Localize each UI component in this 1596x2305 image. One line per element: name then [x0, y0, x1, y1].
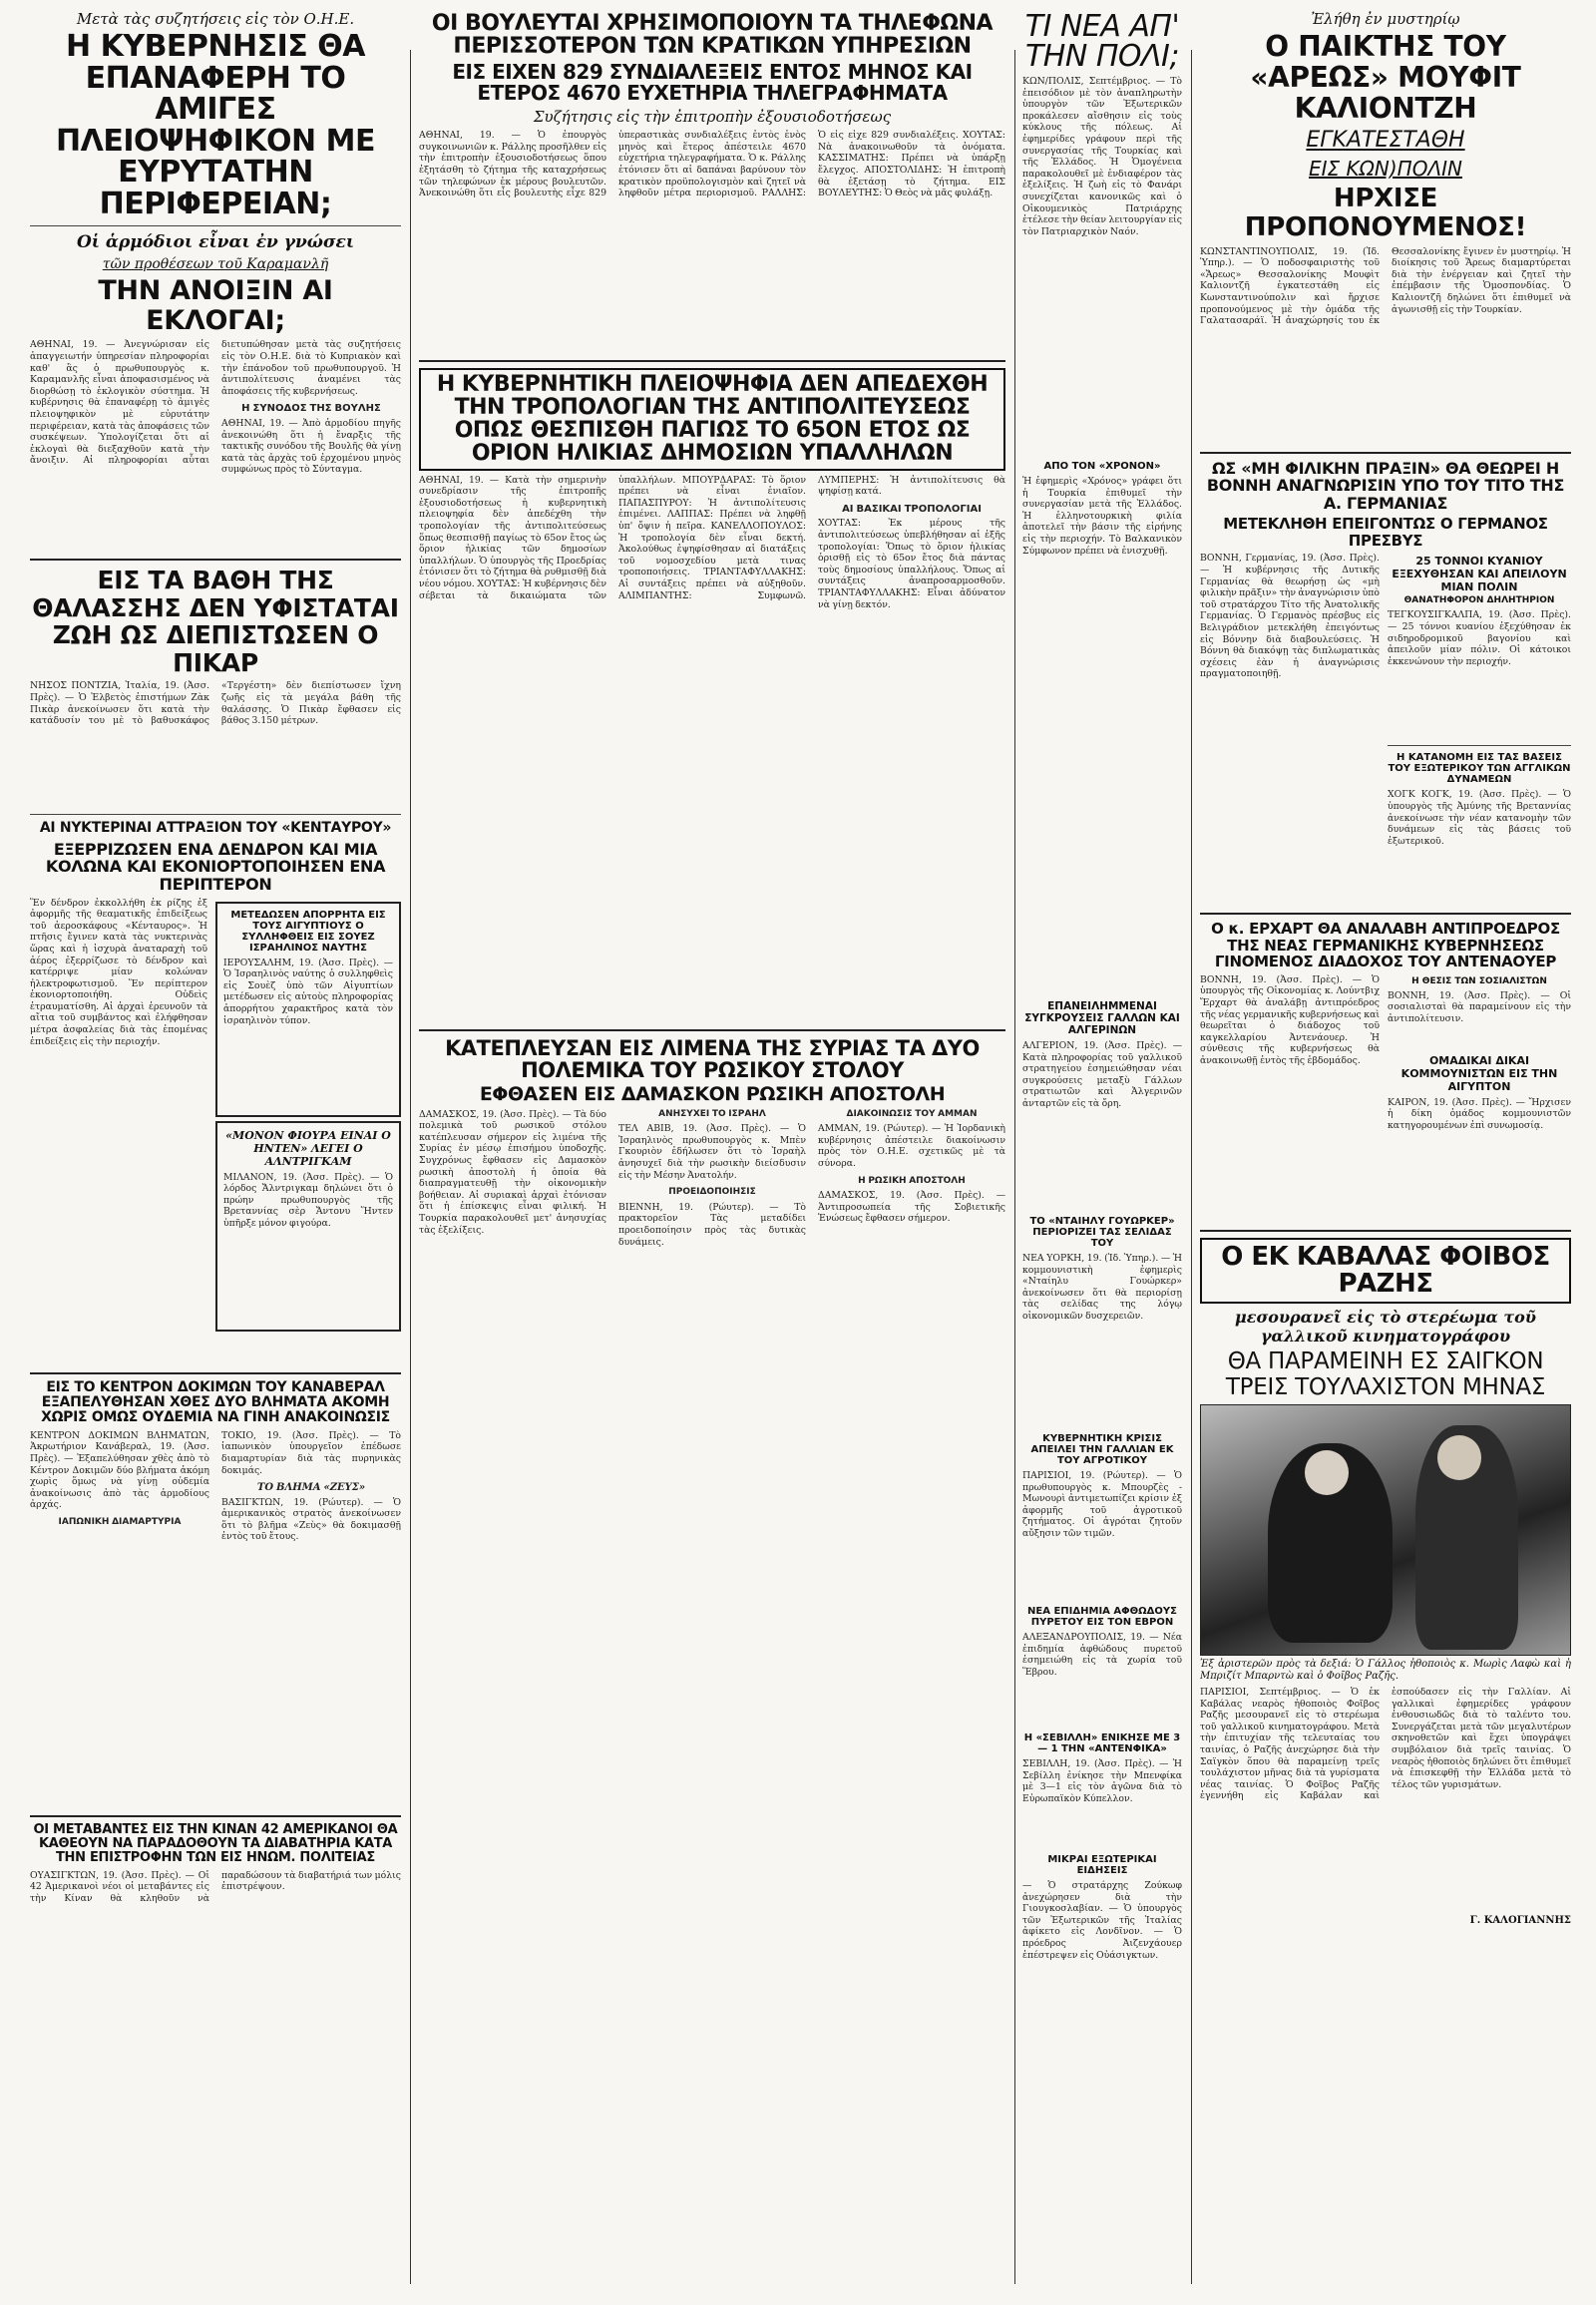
divider [30, 1815, 401, 1817]
col3-body3: ΝΕΑ ΥΟΡΚΗ, 19. (Ἰδ. Ὑπηρ.). — Ἡ κομμουνιστικὴ ἐφημερὶς «Νταίηλυ Γουώρκερ» ἀνεκοίνωσεν ὅτι θὰ περιορίσῃ τὰς σελίδας της λόγῳ οἰκονομικῶν δυσχερειῶν. [1022, 1253, 1182, 1322]
col1-headline6: ΕΙΣ ΤΟ ΚΕΝΤΡΟΝ ΔΟΚΙΜΩΝ ΤΟΥ ΚΑΝΑΒΕΡΑΛ ΕΞΑΠΕΛΥΘΗΣΑΝ ΧΘΕΣ ΔΥΟ ΒΛΗΜΑΤΑ ΑΚΟΜΗ ΧΩΡΙΣ ΟΜΩΣ ΟΥΔΕΜΙΑ ΝΑ ΓΙΝΗ ΑΝΑΚΟΙΝΩΣΙΣ [41, 1378, 390, 1426]
divider [30, 814, 401, 815]
col1-body6: ΚΕΝΤΡΟΝ ΔΟΚΙΜΩΝ ΒΛΗΜΑΤΩΝ, Ἀκρωτήριον Κανάβεραλ, 19. (Ἀσσ. Πρὲς). — Ἐξαπελύθησαν χθὲς ἀπὸ τὸ Κέντρον Δοκιμῶν δύο βλήματα ἀκόμη χωρὶς ὅμως νὰ γίνῃ οὐδεμία ἀνακοίνωσις ἀπὸ τὰς ἁρμοδίους ἀρχάς. [30, 1429, 209, 1511]
col1-headline3: ΕΙΣ ΤΑ ΒΑΘΗ ΤΗΣ ΘΑΛΑΣΣΗΣ ΔΕΝ ΥΦΙΣΤΑΤΑΙ ΖΩΗ ΩΣ ΔΙΕΠΙΣΤΩΣΕΝ Ο ΠΙΚΑΡ [32, 566, 399, 677]
col1-small-head7: ΤΟ ΒΛΗΜΑ «ΖΕΥΣ» [256, 1482, 366, 1494]
photo-caption: Ἐξ ἀριστερῶν πρὸς τὰ δεξιά: Ὁ Γάλλος ἠθοποιὸς κ. Μωρὶς Λαφὼ καὶ ἡ Μπριζίτ Μπαρντὼ καὶ ὁ Φοῖβος Ραζῆς. [1200, 1659, 1571, 1683]
col3-body5: ΑΛΕΞΑΝΔΡΟΥΠΟΛΙΣ, 19. — Νέα ἐπιδημία ἀφθώδους πυρετοῦ ἐσημειώθη εἰς τὰ χωρία τοῦ Ἕβρου. [1022, 1632, 1182, 1678]
col1-box-body1: ΙΕΡΟΥΣΑΛΗΜ, 19. (Ἀσσ. Πρὲς). — Ὁ Ἰσραηλινὸς ναύτης ὁ συλληφθεὶς εἰς Σουὲζ ὑπὸ τῶν Αἰγυπτίων μετέδωσεν εἰς αὐτοὺς πληροφορίας ἀπορρήτου χαρακτῆρος κατὰ τὸν ἰσραηλινὸν τύπον. [223, 957, 393, 1026]
col1-box2 [215, 1121, 401, 1332]
col4-body3: ΒΟΝΝΗ, 19. (Ἀσσ. Πρὲς). — Ὁ ὑπουργὸς τῆς Οἰκονομίας κ. Λούντβιχ Ἔρχαρτ θὰ ἀναλάβῃ ἀντιπρόεδρος τῆς νέας γερμανικῆς κυβερνήσεως καὶ θεωρεῖται ὁ διάδοχος τοῦ καγκελλαρίου Ἀντενάουερ. Ἡ σύνθεσις τῆς κυβερνήσεως θὰ ἀνακοινωθῇ ἐντὸς τῆς ἑβδομάδος. [1200, 973, 1380, 1067]
col2-small-head2: ΑΙ ΒΑΣΙΚΑΙ ΤΡΟΠΟΛΟΓΙΑΙ [842, 503, 982, 515]
col4-article2 [1200, 553, 1571, 907]
col4-sub1: ΕΓΚΑΤΕΣΤΑΘΗ [1306, 128, 1465, 154]
column-1 [30, 10, 401, 2024]
divider [419, 360, 1005, 362]
col4-headline: Ο ΠΑΙΚΤΗΣ ΤΟΥ «ΑΡΕΩΣ» ΜΟΥΦΙΤ ΚΑΛΙΟΝΤΖΗ [1250, 30, 1521, 125]
col3-body7: — Ὁ στρατάρχης Ζούκωφ ἀνεχώρησεν διὰ τὴν Γιουγκοσλαβίαν. — Ὁ ὑπουργὸς τῶν Ἐξωτερικῶν τῆς Ἰταλίας ἀφίκετο εἰς Λονδῖνον. — Ὁ πρόεδρος Ἀιζενχάουερ ἐπέστρεψεν εἰς Οὐάσιγκτων. [1022, 1880, 1182, 1961]
divider [1200, 452, 1571, 454]
col4-headline2b: ΜΕΤΕΚΛΗΘΗ ΕΠΕΙΓΟΝΤΩΣ Ο ΓΕΡΜΑΝΟΣ ΠΡΕΣΒΥΣ [1223, 515, 1548, 550]
col3-body1b: Ἡ ἐφημερὶς «Χρόνος» γράφει ὅτι ἡ Τουρκία ἐπιθυμεῖ τὴν συνεργασίαν μετὰ τῆς Ἑλλάδος. Ἡ ἑλληνοτουρκικὴ φιλία ἀποτελεῖ τὴν βάσιν τῆς εἰρήνης εἰς τὴν περιοχήν. Τὸ Βαλκανικὸν Σύμφωνον πρέπει νὰ ἐνισχυθῇ. [1022, 476, 1182, 557]
col2-body5: ΑΜΜΑΝ, 19. (Ρώυτερ). — Ἡ Ἰορδανικὴ κυβέρνησις ἀπέστειλε διακοίνωσιν πρὸς τὸν Ο.Η.Ε. σχετικῶς μὲ τὰ σύνορα. [818, 1123, 1005, 1169]
col2-body3: ΔΑΜΑΣΚΟΣ, 19. (Ἀσσ. Πρὲς). — Τὰ δύο πολεμικὰ τοῦ ρωσικοῦ στόλου κατέπλευσαν σήμερον εἰς λιμένα τῆς Συρίας ἐν μέσῳ ἐπισήμου ὑποδοχῆς. Συγχρόνως ἔφθασεν εἰς Δαμασκὸν ρωσικὴ ἀποστολὴ ἡ ὁποία θὰ διαπραγματευθῇ τὴν οἰκονομικὴν βοήθειαν. Αἱ συριακαὶ ἀρχαὶ ἐτόνισαν ὅτι ἡ ἐπίσκεψις εἶναι φιλική. Ἡ Τουρκία παρακολουθεῖ μετ' ἀνησυχίας τὰς ἐξελίξεις. [419, 1108, 606, 1236]
divider [1388, 745, 1571, 746]
col4-box-body2: ΧΟΓΚ ΚΟΓΚ, 19. (Ἀσσ. Πρὲς). — Ὁ ὑπουργὸς τῆς Ἀμύνης τῆς Βρεταννίας ἀνεκοίνωσε τὴν νέαν κατανομὴν τῶν δυνάμεων εἰς τὰς βάσεις τοῦ ἐξωτερικοῦ. [1388, 789, 1571, 847]
col1-article1 [30, 339, 401, 553]
col1-headline4: ΑΙ ΝΥΚΤΕΡΙΝΑΙ ΑΤΤΡΑΞΙΟΝ ΤΟΥ «ΚΕΝΤΑΥΡΟΥ» [39, 820, 392, 837]
col4-box-body3: ΚΑΙΡΟΝ, 19. (Ἀσσ. Πρὲς). — Ἤρχισεν ἡ δίκη ὁμάδος κομμουνιστῶν κατηγορουμένων ἐπὶ συνωμοσίᾳ. [1388, 1096, 1571, 1132]
col3-body4: ΠΑΡΙΣΙΟΙ, 19. (Ρώυτερ). — Ὁ πρωθυπουργὸς κ. Μπουρζὲς - Μωνουρὶ ἀντιμετωπίζει κρίσιν ἐξ ἀφορμῆς τοῦ ἀγροτικοῦ ζητήματος. Οἱ ἀγρόται ζητοῦν αὔξησιν τῶν τιμῶν. [1022, 1470, 1182, 1539]
col1-small-head1: Η ΣΥΝΟΔΟΣ ΤΗΣ ΒΟΥΛΗΣ [241, 403, 381, 415]
newspaper-page [30, 10, 1571, 2294]
col2-body2b: ΧΟΥΤΑΣ: Ἐκ μέρους τῆς ἀντιπολιτεύσεως ὑπεβλήθησαν αἱ ἑξῆς τροπολογίαι: Ὅπως τὸ ὅριον ἡλικίας ὁρισθῇ εἰς τὸ 65ον ἔτος διὰ πάντας τοὺς δημοσίους ὑπαλλήλους. Ὅπως αἱ συντάξεις ἀναπροσαρμοσθοῦν. ΤΡΙΑΝΤΑΦΥΛΛΑΚΗΣ: Εἶναι ἀδύνατον νὰ γίνῃ δεκτόν. [818, 518, 1005, 610]
divider [30, 559, 401, 561]
col2-sub: Συζήτησις εἰς τὴν ἐπιτροπὴν ἐξουσιοδοτήσεως [533, 108, 892, 127]
col1-sub2: τῶν προθέσεων τοῦ Καραμανλῆ [102, 256, 329, 272]
col4-headline-b: ΗΡΧΙΣΕ ΠΡΟΠΟΝΟΥΜΕΝΟΣ! [1244, 184, 1527, 242]
col4-sub2: ΕΙΣ ΚΩΝ)ΠΟΛΙΝ [1308, 157, 1462, 182]
col4-byline: Γ. ΚΑΛΟΓΙΑΝΝΗΣ [1469, 1915, 1571, 1927]
col4-box-head1: 25 ΤΟΝΝΟΙ ΚΥΑΝΙΟΥ ΕΞΕΧΥΘΗΣΑΝ ΚΑΙ ΑΠΕΙΛΟΥΝ ΜΙΑΝ ΠΟΛΙΝ [1392, 555, 1567, 594]
col3-small-head6: Η «ΣΕΒΙΛΛΗ» ΕΝΙΚΗΣΕ ΜΕ 3 — 1 ΤΗΝ «ΑΝΤΕΝΦΙΚΑ» [1023, 1732, 1181, 1754]
photo-face-right [1437, 1435, 1481, 1480]
column-rule [410, 50, 411, 2284]
col1-box-head2: «ΜΟΝΟΝ ΦΙΟΥΡΑ ΕΙΝΑΙ Ο ΗΝΤΕΝ» ΛΕΓΕΙ Ο ΑΛΝΤΡΙΓΚΑΜ [225, 1128, 391, 1168]
col4-article3 [1200, 974, 1571, 1224]
col2-headline3b: ΕΦΘΑΣΕΝ ΕΙΣ ΔΑΜΑΣΚΟΝ ΡΩΣΙΚΗ ΑΠΟΣΤΟΛΗ [479, 1082, 946, 1105]
col4-body1: ΚΩΝΣΤΑΝΤΙΝΟΥΠΟΛΙΣ, 19. (Ἰδ. Ὑπηρ.). — Ὁ ποδοσφαιριστὴς τοῦ «Ἄρεως» Θεσσαλονίκης Μουφὶτ Καλιοντζῆ ἐγκατεστάθη εἰς Κωνσταντινούπολιν καὶ ἤρχισε προπονούμενος μὲ τὴν ὁμάδα τῆς Γαλατασαράϊ. Ἡ ἀναχώρησίς του ἐκ Θεσσαλονίκης ἔγινεν ἐν μυστηρίῳ. Ἡ διοίκησις τοῦ Ἄρεως διαμαρτύρεται διὰ τὴν ἐνέργειαν καὶ ζητεῖ τὴν ἐπέμβασιν τῆς Ὁμοσπονδίας. Ὁ Καλιοντζῆ δηλώνει ὅτι ἐπιθυμεῖ νὰ ἀγωνισθῇ εἰς τὴν Τουρκίαν. [1200, 245, 1571, 327]
col4-box-head3: ΟΜΑΔΙΚΑΙ ΔΙΚΑΙ ΚΟΜΜΟΥΝΙΣΤΩΝ ΕΙΣ ΤΗΝ ΑΙΓΥΠΤΟΝ [1400, 1053, 1558, 1093]
col2-small-head5: ΔΙΑΚΟΙΝΩΣΙΣ ΤΟΥ ΑΜΜΑΝ [846, 1108, 978, 1119]
col4-headline2: ΩΣ «ΜΗ ΦΙΛΙΚΗΝ ΠΡΑΞΙΝ» ΘΑ ΘΕΩΡΕΙ Η ΒΟΝΝΗ ΑΝΑΓΝΩΡΙΣΙΝ ΥΠΟ ΤΟΥ ΤΙΤΟ ΤΗΣ Α. ΓΕΡΜΑΝΙΑΣ [1206, 458, 1565, 513]
col1-sub1: Οἱ ἁρμόδιοι εἶναι ἐν γνώσει [76, 232, 355, 252]
col1-body1b: ΑΘΗΝΑΙ, 19. — Ἀπὸ ἁρμοδίου πηγῆς ἀνεκοινώθη ὅτι ἡ ἔναρξις τῆς τακτικῆς συνόδου τῆς Βουλῆς θὰ γίνῃ κατὰ τὰς ἀρχὰς τοῦ ἐρχομένου μηνὸς συμφώνως πρὸς τὸ Σύνταγμα. [221, 417, 401, 476]
col2-body2: ΑΘΗΝΑΙ, 19. — Κατὰ τὴν σημερινὴν συνεδρίασιν τῆς ἐπιτροπῆς ἐξουσιοδοτήσεως ἡ κυβερνητικὴ πλειοψηφία δὲν ἀπεδέχθη τὴν τροπολογίαν τῆς ἀντιπολιτεύσεως ὅπως θεσπισθῇ παγίως τὸ 65ον ἔτος ὡς ὅριον ἡλικίας τῶν δημοσίων ὑπαλλήλων. Ὁ ὑπουργὸς τῆς Προεδρίας ἐτόνισεν ὅτι τὸ ζήτημα θὰ ρυθμισθῇ διὰ νέου νόμου. ΧΟΥΤΑΣ: Ἡ κυβέρνησις δὲν σέβεται τὰ δικαιώματα τῶν ὑπαλλήλων. ΜΠΟΥΡΔΑΡΑΣ: Τὸ ὅριον πρέπει νὰ εἶναι ἑνιαῖον. ΠΑΠΑΣΠΥΡΟΥ: Ἡ ἀντιπολίτευσις ἐπιμένει. ΛΑΠΠΑΣ: Πρέπει νὰ ληφθῇ ὑπ' ὄψιν ἡ πεῖρα. ΚΑΝΕΛΛΟΠΟΥΛΟΣ: Ἡ τροπολογία δὲν εἶναι δεκτή. Ἀκολούθως ἐψηφίσθησαν αἱ διατάξεις τοῦ νομοσχεδίου μετὰ τινας τροποποιήσεις. ΤΡΙΑΝΤΑΦΥΛΛΑΚΗΣ: Αἱ συντάξεις πρέπει νὰ αὐξηθοῦν. ΑΛΙΜΠΑΝΤΗΣ: Συμφωνῶ. ΛΥΜΠΕΡΗΣ: Ἡ ἀντιπολίτευσις θὰ ψηφίσῃ κατά. [419, 474, 1005, 601]
col1-body7: ΒΑΣΙΓΚΤΩΝ, 19. (Ρώυτερ). — Ὁ ἀμερικανικὸς στρατὸς ἀνεκοίνωσεν ὅτι τὸ βλῆμα «Ζεὺς» θὰ δοκιμασθῇ ἐντὸς τοῦ ἔτους. [221, 1496, 401, 1543]
col2-body6: ΔΑΜΑΣΚΟΣ, 19. (Ἀσσ. Πρὲς). — Ἀντιπροσωπεία τῆς Σοβιετικῆς Ἑνώσεως ἔφθασεν σήμερον. [818, 1190, 1005, 1225]
col4-kicker: Ἐλήθη ἐν μυστηρίῳ [1311, 10, 1460, 28]
col4-sub4: μεσουρανεῖ εἰς τὸ στερέωμα τοῦ γαλλικοῦ κινηματογράφου [1235, 1308, 1536, 1346]
col2-headline: ΟΙ ΒΟΥΛΕΥΤΑΙ ΧΡΗΣΙΜΟΠΟΙΟΥΝ ΤΑ ΤΗΛΕΦΩΝΑ ΠΕΡΙΣΣΟΤΕΡΟΝ ΤΩΝ ΚΡΑΤΙΚΩΝ ΥΠΗΡΕΣΙΩΝ [431, 11, 994, 60]
divider [1200, 913, 1571, 915]
column-2 [419, 10, 1005, 1901]
col2-article2 [419, 475, 1005, 1023]
col3-small-head5: ΝΕΑ ΕΠΙΔΗΜΙΑ ΑΦΘΩΔΟΥΣ ΠΥΡΕΤΟΥ ΕΙΣ ΤΟΝ ΕΒΡΟΝ [1027, 1606, 1177, 1628]
col1-small-head6: ΙΑΠΩΝΙΚΗ ΔΙΑΜΑΡΤΥΡΙΑ [58, 1516, 182, 1527]
col4-box-sub1: ΘΑΝΑΤΗΦΟΡΟΝ ΔΗΛΗΤΗΡΙΟΝ [1403, 595, 1555, 606]
col1-article5 [30, 898, 401, 1366]
col2-body3b: ΤΕΛ ΑΒΙΒ, 19. (Ἀσσ. Πρὲς). — Ὁ Ἰσραηλινὸς πρωθυπουργὸς κ. Μπὲν Γκουριὸν ἐδήλωσεν ὅτι τὸ Ἰσραὴλ ἀνησυχεῖ διὰ τὴν ρωσικὴν διείσδυσιν εἰς τὴν Μέσην Ἀνατολήν. [618, 1123, 806, 1181]
col1-headline5: ΕΞΕΡΡΙΖΩΣΕΝ ΕΝΑ ΔΕΝΔΡΟΝ ΚΑΙ ΜΙΑ ΚΟΛΩΝΑ ΚΑΙ ΕΚΟΝΙΟΡΤΟΠΟΙΗΣΕΝ ΕΝΑ ΠΕΡΙΠΤΕΡΟΝ [45, 839, 386, 894]
col4-body4: ΠΑΡΙΣΙΟΙ, Σεπτέμβριος. — Ὁ ἐκ Καβάλας νεαρὸς ἠθοποιὸς Φοῖβος Ραζῆς μεσουρανεῖ εἰς τὸ στερέωμα τοῦ γαλλικοῦ κινηματογράφου. Μετὰ τὴν ἐπιτυχίαν τῆς τελευταίας του ταινίας, ὁ Ραζῆς ἀνεχώρησε διὰ τὴν Σαϊγκὸν ὅπου θὰ παραμείνῃ τρεῖς τουλάχιστον μῆνας διὰ τὰ γυρίσματα νέας ταινίας. Ὁ Φοῖβος Ραζῆς ἐγεννήθη εἰς Καβάλαν καὶ ἐσπούδασεν εἰς τὴν Γαλλίαν. Αἱ γαλλικαὶ ἐφημερίδες γράφουν ἐνθουσιωδῶς διὰ τὸ ταλέντο του. Συνεργάζεται μετὰ τῶν μεγαλυτέρων σκηνοθετῶν καὶ ἔχει ὑπογράψει συμβόλαιον διὰ τρεῖς ταινίας. Ὁ νεαρὸς ἠθοποιὸς δηλώνει ὅτι ἐπιθυμεῖ νὰ ἐπισκεφθῇ τὴν Ἑλλάδα μετὰ τὸ τέλος τῶν γυρισμάτων. [1200, 1687, 1571, 1802]
col3-headline: ΤΙ ΝΕΑ ΑΠ' ΤΗΝ ΠΟΛΙ; [1024, 9, 1180, 74]
col2-body1: ΑΘΗΝΑΙ, 19. — Ὁ ἐπουργὸς συγκοινωνιῶν κ. Ράλλης προσῆλθεν εἰς τὴν ἐπιτροπὴν ἐξουσιοδοτήσεως ὅπου ἐξητάσθη τὸ ζήτημα τῆς καταχρήσεως τῶν τηλεφώνων ἐκ μέρους βουλευτῶν. Ἀνεκοινώθη ὅτι εἷς βουλευτὴς εἶχε 829 ὑπεραστικὰς συνδιαλέξεις ἐντὸς ἑνὸς μηνὸς καὶ ἕτερος ἀπέστειλε 4670 εὐχετήρια τηλεγραφήματα. Ὁ κ. Ράλλης ἐτόνισεν ὅτι αἱ δαπάναι βαρύνουν τὸν κρατικὸν προϋπολογισμὸν καὶ ζητεῖ νὰ ληφθοῦν μέτρα περιορισμοῦ. ΡΑΛΛΗΣ: Ὁ εἷς εἶχε 829 συνδιαλέξεις. ΧΟΥΤΑΣ: Νὰ ἀνακοινωθοῦν τὰ ὀνόματα. ΚΑΣΣΙΜΑΤΗΣ: Πρέπει νὰ ὑπάρξῃ ἔλεγχος. ΑΠΟΣΤΟΛΙΔΗΣ: Ἡ ἐπιτροπὴ θὰ ἐξετάσῃ τὸ ζήτημα. ΕΙΣ ΒΟΥΛΕΥΤΗΣ: Ὁ Θεὸς νὰ μᾶς φυλάξῃ. [419, 130, 1005, 199]
col1-body3: ΝΗΣΟΣ ΠΟΝΤΖΙΑ, Ἰταλία, 19. (Ἀσσ. Πρὲς). — Ὁ Ἐλβετὸς ἐπιστήμων Ζὰκ Πικὰρ ἀνεκοίνωσεν ὅτι κατὰ τὴν κατάδυσίν του μὲ τὸ βαθυσκάφος «Τεργέστη» δὲν διεπίστωσεν ἴχνη ζωῆς εἰς τὰ μεγάλα βάθη τῆς θαλάσσης. Ὁ Πικὰρ ἔφθασεν εἰς βάθος 3.150 μέτρων. [30, 680, 401, 727]
col2-small-head6: Η ΡΩΣΙΚΗ ΑΠΟΣΤΟΛΗ [858, 1175, 966, 1186]
photo-face-left [1305, 1450, 1349, 1495]
col3-small-head7: ΜΙΚΡΑΙ ΕΞΩΤΕΡΙΚΑΙ ΕΙΔΗΣΕΙΣ [1047, 1854, 1157, 1876]
col1-body1: ΑΘΗΝΑΙ, 19. — Ἀνεγνώρισαν εἰς ἁπαγγειωτήν ὑπηρεσίαν πληροφορίαι καθ' ἃς ὁ πρωθυπουργὸς κ. Καραμανλῆς εἶναι ἀποφασισμένος νὰ διορθώσῃ τὸ ἐκλογικὸν σύστημα. Ἡ κυβέρνησις θὰ ἐπαναφέρῃ τὸ ἀμιγὲς πλειοψηφικὸν μὲ εὐρυτάτην περιφέρειαν, κατὰ τὰς ἀποφάσεις τῶν συσκέψεων. Ὑπολογίζεται ὅτι αἱ ἐκλογαὶ θὰ διεξαχθοῦν κατὰ τὴν ἄνοιξιν. Αἱ πληροφορίαι αὗται διετυπώθησαν μετὰ τὰς συζητήσεις εἰς τὸν Ο.Η.Ε. διὰ τὸ Κυπριακὸν καὶ τὴν ἐπάνοδον τοῦ πρωθυπουργοῦ. Ἡ ἀντιπολίτευσις ἀναμένει τὰς ἀποφάσεις τῆς κυβερνήσεως. [30, 339, 401, 467]
col1-boxes [215, 898, 401, 1366]
col4-box-head2: Η ΚΑΤΑΝΟΜΗ ΕΙΣ ΤΑΣ ΒΑΣΕΙΣ ΤΟΥ ΕΞΩΤΕΡΙΚΟΥ ΤΩΝ ΑΓΓΛΙΚΩΝ ΔΥΝΑΜΕΩΝ [1388, 752, 1571, 786]
col4-article3-side [1388, 974, 1571, 1224]
col2-headline2: Η ΚΥΒΕΡΝΗΤΙΚΗ ΠΛΕΙΟΨΗΦΙΑ ΔΕΝ ΑΠΕΔΕΧΘΗ ΤΗΝ ΤΡΟΠΟΛΟΓΙΑΝ ΤΗΣ ΑΝΤΙΠΟΛΙΤΕΥΣΕΩΣ ΟΠΩΣ ΘΕΣΠΙΣΘΗ ΠΑΓΙΩΣ ΤΟ 65ΟΝ ΕΤΟΣ ΩΣ ΟΡΙΟΝ ΗΛΙΚΙΑΣ ΔΗΜΟΣΙΩΝ ΥΠΑΛΛΗΛΩΝ [419, 368, 1005, 470]
col3-small-head1: ΑΠΟ ΤΟΝ «ΧΡΟΝΟΝ» [1043, 461, 1161, 472]
col4-side-boxes [1388, 553, 1571, 907]
col2-small-head3: ΑΝΗΣΥΧΕΙ ΤΟ ΙΣΡΑΗΛ [658, 1108, 766, 1119]
divider [30, 225, 401, 226]
col1-body5: Ἕν δένδρον ἐκκολλήθη ἐκ ρίζης ἐξ ἀφορμῆς τῆς θεαματικῆς ἐπιδείξεως τοῦ ἀεροσκάφους «Κένταυρος». Ἡ πτῆσις ἔγινεν κατὰ τὰς νυκτερινὰς ὥρας καὶ ἡ ἰσχυρὰ ἀναταραχὴ τοῦ ἀέρος ἐξερρίζωσε τὸ δένδρον καὶ κατέρριψε μίαν κολώναν ἠλεκτροφωτισμοῦ. Ἕν περίπτερον ἐκονιορτοποιήθη. Οὐδεὶς ἐτραυματίσθη. Αἱ ἀρχαὶ ἐρευνοῦν τὰ αἴτια τοῦ συμβάντος καὶ ἐλήφθησαν μέτρα ἀσφαλείας διὰ τὰς ἑπομένας ἐπιδείξεις εἰς τὴν περιοχήν. [30, 897, 207, 1047]
col4-box-body1: ΤΕΓΚΟΥΣΙΓΚΑΛΠΑ, 19. (Ἀσσ. Πρὲς). — 25 τόννοι κυανίου ἐξεχύθησαν ἐκ σιδηροδρομικοῦ βαγονίου καὶ ἀπειλοῦν μίαν πόλιν. Οἱ κάτοικοι ἐκκενώνουν τὴν περιοχήν. [1388, 609, 1571, 667]
col4-body2: ΒΟΝΝΗ, Γερμανίας, 19. (Ἀσσ. Πρὲς). — Ἡ κυβέρνησις τῆς Δυτικῆς Γερμανίας θὰ θεωρήσῃ ὡς «μὴ φιλικὴν πρᾶξιν» τὴν ἀναγνώρισιν ὑπὸ τοῦ στρατάρχου Τίτο τῆς Ἀνατολικῆς Γερμανίας. Ὁ Γερμανὸς πρέσβυς εἰς Βελιγράδιον μετεκλήθη ἐπειγόντως εἰς Βόννην διὰ διαβουλεύσεις. Ἡ Βόννη θὰ διακόψῃ τὰς διπλωματικὰς σχέσεις ἐὰν ἡ ἀναγνώρισις πραγματοποιηθῇ. [1200, 553, 1380, 680]
col1-body8: ΟΥΑΣΙΓΚΤΩΝ, 19. (Ἀσσ. Πρὲς). — Οἱ 42 Ἀμερικανοὶ νέοι οἱ μεταβάντες εἰς τὴν Κίναν θὰ κληθοῦν νὰ παραδώσουν τὰ διαβατήριά των μόλις ἐπιστρέψουν. [30, 1869, 401, 1904]
col4-headline4: Ο ΕΚ ΚΑΒΑΛΑΣ ΦΟΙΒΟΣ ΡΑΖΗΣ [1200, 1238, 1571, 1305]
col3-body1: ΚΩΝ/ΠΟΛΙΣ, Σεπτέμβριος. — Τὸ ἐπεισόδιον μὲ τὸν ἀναπληρωτὴν ὑπουργὸν τῶν Ἐξωτερικῶν προκάλεσεν αἴσθησιν εἰς τοὺς κύκλους τῆς πόλεως. Αἱ ἐφημερίδες γράφουν περὶ τῆς συνεργασίας τῆς Τουρκίας καὶ τῆς Ἑλλάδος. Ἡ Ὁμογένεια παρακολουθεῖ μὲ ἐνδιαφέρον τὰς ἐξελίξεις. Ἡ ζωὴ εἰς τὸ Φανάρι συνεχίζεται κανονικῶς καὶ ὁ Οἰκουμενικὸς Πατριάρχης ἐτέλεσε τὴν θείαν λειτουργίαν εἰς τὸν Πατριαρχικὸν Ναόν. [1022, 76, 1182, 237]
col3-small-head2: ΕΠΑΝΕΙΛΗΜΜΕΝΑΙ ΣΥΓΚΡΟΥΣΕΙΣ ΓΑΛΛΩΝ ΚΑΙ ΑΛΓΕΡΙΝΩΝ [1024, 1000, 1180, 1036]
col2-headline3: ΚΑΤΕΠΛΕΥΣΑΝ ΕΙΣ ΛΙΜΕΝΑ ΤΗΣ ΣΥΡΙΑΣ ΤΑ ΔΥΟ ΠΟΛΕΜΙΚΑ ΤΟΥ ΡΩΣΙΚΟΥ ΣΤΟΛΟΥ [445, 1035, 980, 1082]
col1-kicker: Μετὰ τὰς συζητήσεις εἰς τὸν Ο.Η.Ε. [76, 10, 355, 28]
column-rule [1014, 50, 1015, 2284]
divider [1200, 1230, 1571, 1232]
col1-headline8: ΟΙ ΜΕΤΑΒΑΝΤΕΣ ΕΙΣ ΤΗΝ ΚΙΝΑΝ 42 ΑΜΕΡΙΚΑΝΟΙ ΘΑ ΚΑΘΕΟΥΝ ΝΑ ΠΑΡΑΔΟΘΟΥΝ ΤΑ ΔΙΑΒΑΤΗΡΙΑ ΚΑΤΑ ΤΗΝ ΕΠΙΣΤΡΟΦΗΝ ΤΩΝ ΕΙΣ ΗΝΩΜ. ΠΟΛΙΤΕΙΑΣ [33, 1821, 398, 1866]
col1-body6b: ΤΟΚΙΟ, 19. (Ἀσσ. Πρὲς). — Τὸ ἰαπωνικὸν ὑπουργεῖον ἐπέδωσε διαμαρτυρίαν διὰ τὰς πυρηνικὰς δοκιμάς. [221, 1429, 401, 1476]
col2-small-head4: ΠΡΟΕΙΔΟΠΟΙΗΣΙΣ [668, 1187, 756, 1198]
col2-article3 [419, 1109, 1005, 1897]
column-3 [1022, 10, 1182, 1994]
col1-headline: Η ΚΥΒΕΡΝΗΣΙΣ ΘΑ ΕΠΑΝΑΦΕΡΗ ΤΟ ΑΜΙΓΕΣ ΠΛΕΙΟΨΗΦΙΚΟΝ ΜΕ ΕΥΡΥΤΑΤΗΝ ΠΕΡΙΦΕΡΕΙΑΝ; [56, 29, 375, 221]
col2-headline-b: ΕΙΣ ΕΙΧΕΝ 829 ΣΥΝΔΙΑΛΕΞΕΙΣ ΕΝΤΟΣ ΜΗΝΟΣ ΚΑΙ ΕΤΕΡΟΣ 4670 ΕΥΧΕΤΗΡΙΑ ΤΗΛΕΓΡΑΦΗΜΑΤΑ [452, 60, 973, 106]
col4-headline4b: ΘΑ ΠΑΡΑΜΕΙΝΗ ΕΣ ΣΑΙΓΚΟΝ ΤΡΕΙΣ ΤΟΥΛΑΧΙΣΤΟΝ ΜΗΝΑΣ [1225, 1348, 1546, 1400]
divider [30, 1372, 401, 1374]
column-4 [1200, 10, 1571, 1926]
col4-small-head3: Η ΘΕΣΙΣ ΤΩΝ ΣΟΣΙΑΛΙΣΤΩΝ [1411, 975, 1547, 986]
col1-box-head1: ΜΕΤΕΔΩΣΕΝ ΑΠΟΡΡΗΤΑ ΕΙΣ ΤΟΥΣ ΑΙΓΥΠΤΙΟΥΣ Ο ΣΥΛΛΗΦΘΕΙΣ ΕΙΣ ΣΟΥΕΖ ΙΣΡΑΗΛΙΝΟΣ ΝΑΥΤΗΣ [230, 909, 386, 954]
col1-headline2: ΤΗΝ ΑΝΟΙΞΙΝ ΑΙ ΕΚΛΟΓΑΙ; [98, 275, 333, 336]
divider [419, 1029, 1005, 1031]
col4-body3b: ΒΟΝΝΗ, 19. (Ἀσσ. Πρὲς). — Οἱ σοσιαλισταὶ θὰ παραμείνουν εἰς τὴν ἀντιπολίτευσιν. [1388, 989, 1571, 1025]
col4-headline3: Ο κ. ΕΡΧΑΡΤ ΘΑ ΑΝΑΛΑΒΗ ΑΝΤΙΠΡΟΕΔΡΟΣ ΤΗΣ ΝΕΑΣ ΓΕΡΜΑΝΙΚΗΣ ΚΥΒΕΡΝΗΣΕΩΣ ΓΙΝΟΜΕΝΟΣ ΔΙΑΔΟΧΟΣ ΤΟΥ ΑΝΤΕΝΑΟΥΕΡ [1211, 920, 1560, 971]
col2-body4: ΒΙΕΝΝΗ, 19. (Ρώυτερ). — Τὸ πρακτορεῖον Τὰς μεταδίδει προειδοποίησιν πρὸς τὰς δυτικὰς δυνάμεις. [618, 1201, 806, 1248]
col1-box1 [215, 902, 401, 1117]
col3-body6: ΣΕΒΙΛΛΗ, 19. (Ἀσσ. Πρὲς). — Ἡ Σεβίλλη ἐνίκησε τὴν Μπενφίκα μὲ 3—1 εἰς τὸν ἀγῶνα διὰ τὸ Εὐρωπαϊκὸν Κύπελλον. [1022, 1758, 1182, 1804]
col3-body2: ΑΛΓΕΡΙΟΝ, 19. (Ἀσσ. Πρὲς). — Κατὰ πληροφορίας τοῦ γαλλικοῦ στρατηγείου ἐσημειώθησαν νέαι συγκρούσεις μεταξὺ Γάλλων στρατιωτῶν καὶ Ἀλγερινῶν ἀνταρτῶν εἰς τὰ ὄρη. [1022, 1040, 1182, 1109]
film-still-photo [1200, 1404, 1571, 1656]
col1-box-body2: ΜΙΛΑΝΟΝ, 19. (Ἀσσ. Πρὲς). — Ὁ λόρδος Ἄλντριγκαμ δηλώνει ὅτι ὁ πρώην πρωθυπουργὸς τῆς Βρεταννίας σὲρ Ἄντονυ Ἥντεν ὑπῆρξε μόνον φιγούρα. [223, 1171, 393, 1229]
col1-article6 [30, 1430, 401, 1809]
col3-small-head3: ΤΟ «ΝΤΑΙΗΛΥ ΓΟΥΩΡΚΕΡ» ΠΕΡΙΟΡΙΖΕΙ ΤΑΣ ΣΕΛΙΔΑΣ ΤΟΥ [1029, 1216, 1175, 1249]
column-rule [1191, 50, 1192, 2284]
col3-small-head4: ΚΥΒΕΡΝΗΤΙΚΗ ΚΡΙΣΙΣ ΑΠΕΙΛΕΙ ΤΗΝ ΓΑΛΛΙΑΝ ΕΚ ΤΟΥ ΑΓΡΟΤΙΚΟΥ [1030, 1433, 1174, 1466]
